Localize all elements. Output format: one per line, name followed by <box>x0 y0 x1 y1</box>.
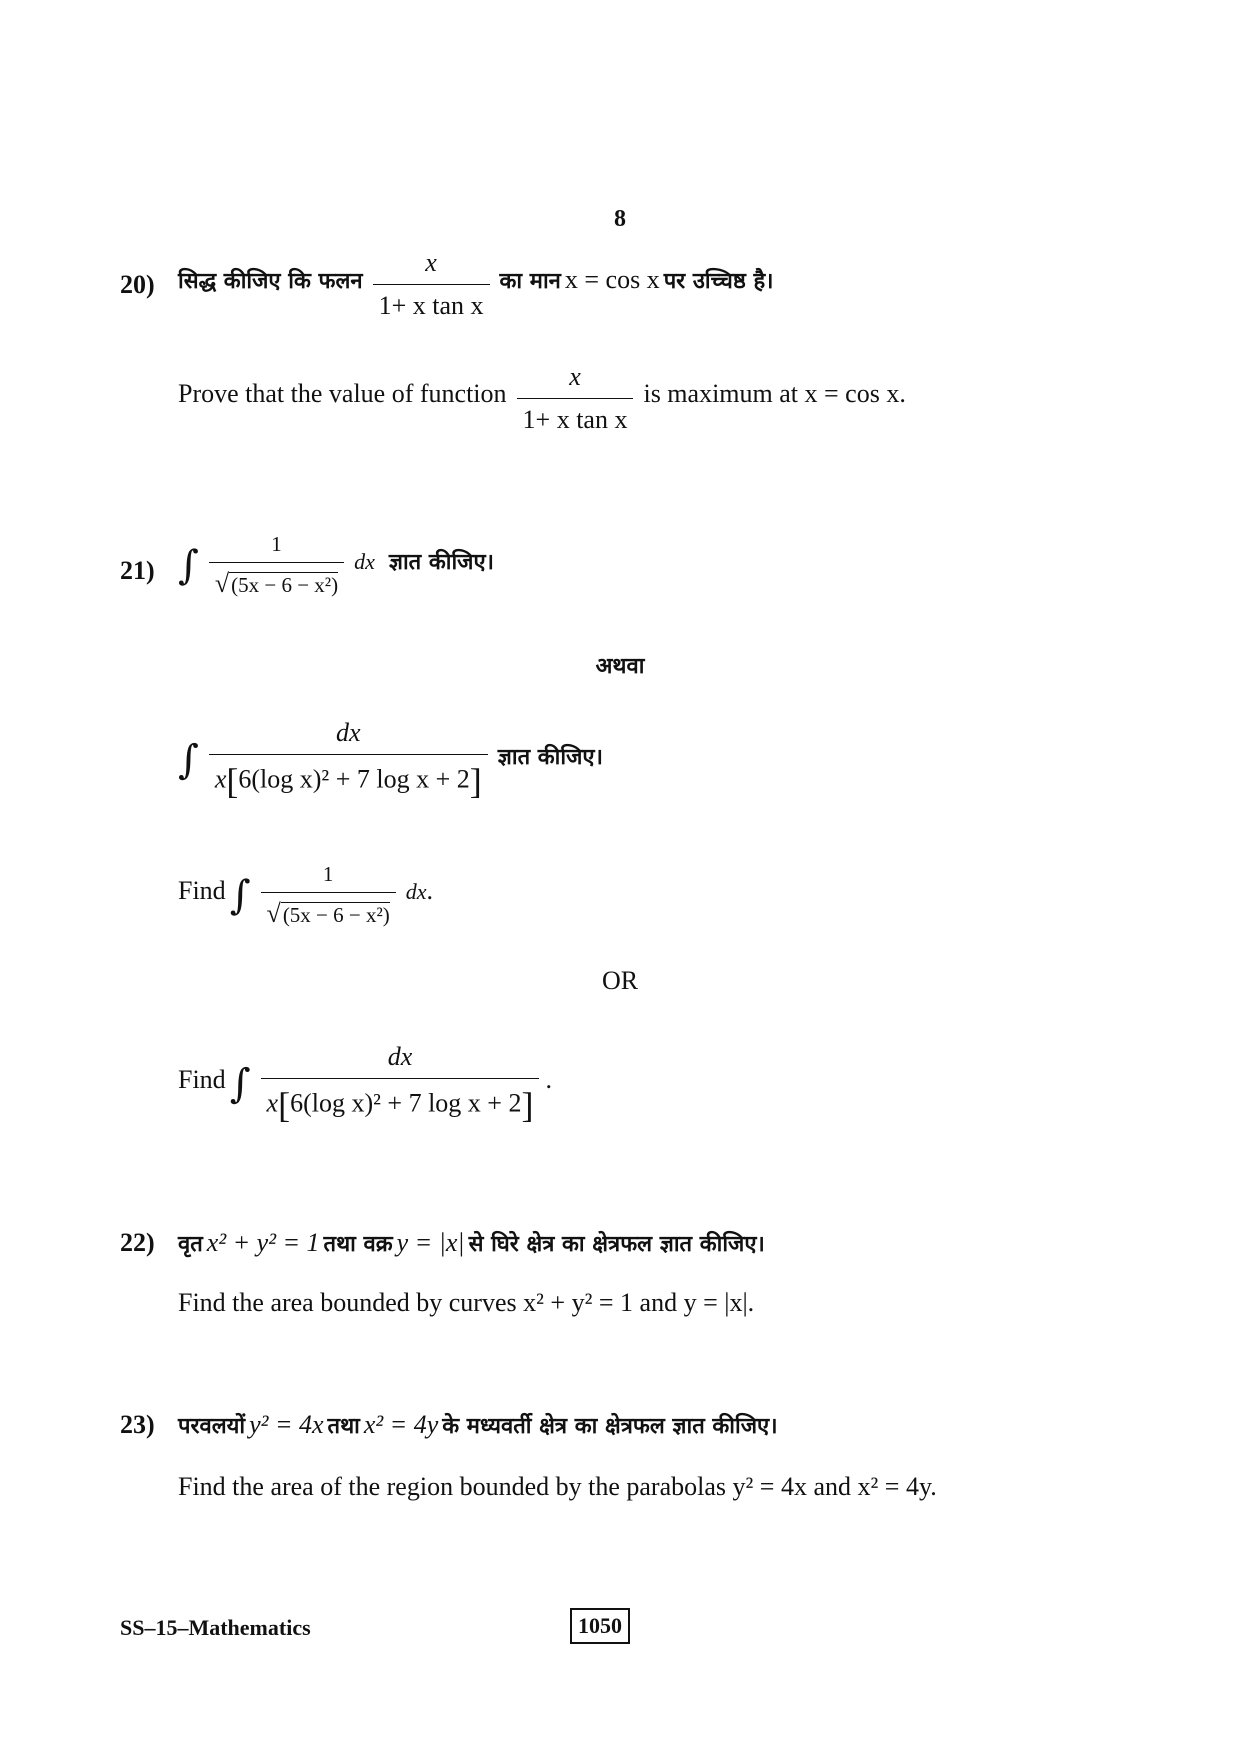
q22-hindi-b: तथा वक्र <box>323 1232 393 1257</box>
q21-int2-den-body-en: 6(log x)² + 7 log x + 2 <box>290 1088 522 1118</box>
sqrt-icon: √ <box>266 899 281 929</box>
page-number: 8 <box>614 206 626 232</box>
q21-integral-1-hi <box>178 532 494 599</box>
q21-integral-2-en: Find ∫ $\frac{dx}{\text{x[6(log x)² + 7 log x + 2]}}$ . <box>178 1042 552 1125</box>
question-number-21: 21) <box>120 556 155 585</box>
q20-hindi-mid: का मान <box>499 269 561 295</box>
q23-hindi-c: के मध्यवर्ती क्षेत्र का क्षेत्रफल ज्ञात कीजिए। <box>442 1414 778 1439</box>
q21-find-hi: ज्ञात कीजिए। <box>388 550 494 576</box>
q22-english: Find the area bounded by curves x² + y² = 1 and y = |x|. <box>178 1288 755 1317</box>
q23-hindi <box>178 1410 778 1440</box>
footer-page-code: 1050 <box>570 1608 630 1644</box>
q21-int2-den-x: x <box>214 764 227 794</box>
q21-int2-den-x-en: x <box>266 1088 279 1118</box>
q21-dx-en: dx <box>405 879 427 905</box>
q23-eq1: y² = 4x <box>249 1410 324 1439</box>
integral-sign: ∫ <box>178 542 199 589</box>
q21-integral-1-en <box>178 862 433 929</box>
q21-or-hi: अथवा <box>595 654 645 679</box>
q20-english <box>178 362 906 435</box>
q20-frac-num: x <box>425 248 437 277</box>
q20-frac-den-en: 1+ x tan x <box>522 404 628 434</box>
q21-dx: dx <box>354 549 375 575</box>
integral-sign: ∫ <box>178 737 199 784</box>
q21-int1-den-en: (5x − 6 − x²) <box>282 903 390 928</box>
q23-eq2: x² = 4y <box>363 1410 439 1439</box>
q23-hindi-a: परवलयों <box>178 1414 246 1439</box>
q20-hindi-suffix: पर उच्चिष्ठ है। <box>663 269 774 295</box>
q21-int1-num-en: 1 <box>261 862 396 893</box>
q23-hindi-b: तथा <box>327 1414 360 1439</box>
q20-english-suffix: is maximum at x = cos x. <box>643 379 906 409</box>
sqrt-icon: √ <box>214 569 230 599</box>
q21-period-2: . <box>545 1064 552 1094</box>
q21-int2-den-body: 6(log x)² + 7 log x + 2 <box>238 764 470 794</box>
q20-frac-num-en: x <box>569 362 581 391</box>
q21-int1-den: (5x − 6 − x²) <box>231 573 339 598</box>
q21-find-en-2: Find <box>178 1064 226 1094</box>
integral-sign: ∫ <box>229 1061 251 1108</box>
q21-or-en: OR <box>601 966 639 995</box>
q21-find-hi-2: ज्ञात कीजिए। <box>497 744 603 770</box>
q22-eq2: y = |x| <box>396 1228 465 1257</box>
q22-hindi <box>178 1228 765 1258</box>
q22-hindi-c: से घिरे क्षेत्र का क्षेत्रफल ज्ञात कीजिए। <box>468 1232 765 1257</box>
q22-hindi-a: वृत <box>178 1232 203 1257</box>
q21-find-en: Find <box>178 876 226 906</box>
q20-hindi-prefix: सिद्ध कीजिए कि फलन <box>178 269 363 295</box>
q22-eq1: x² + y² = 1 <box>206 1228 320 1257</box>
footer-subject: SS–15–Mathematics <box>120 1615 311 1640</box>
q23-english: Find the area of the region bounded by the parabolas y² = 4x and x² = 4y. <box>178 1472 937 1501</box>
integral-sign: ∫ <box>229 872 251 919</box>
q21-period-1: . <box>426 876 434 906</box>
q20-frac-den: 1+ x tan x <box>378 290 484 320</box>
q20-condition: x = cos x <box>564 265 660 295</box>
question-number-23: 23) <box>120 1410 155 1439</box>
q21-int2-num-en: dx <box>387 1042 413 1071</box>
q20-fraction-hi <box>373 248 490 321</box>
q20-hindi <box>178 248 774 321</box>
q21-int1-num: 1 <box>209 532 344 563</box>
q21-integral-2-hi: ∫ $\frac{dx}{\text{x[6(log x)² + 7 log x + 2]}}$ ज्ञात कीजिए। <box>178 718 603 801</box>
q21-int2-num: dx <box>336 718 361 747</box>
question-number-20: 20) <box>120 270 155 299</box>
question-number-22: 22) <box>120 1228 155 1257</box>
q20-fraction-en <box>517 362 634 435</box>
q20-english-prefix: Prove that the value of function <box>178 379 507 409</box>
